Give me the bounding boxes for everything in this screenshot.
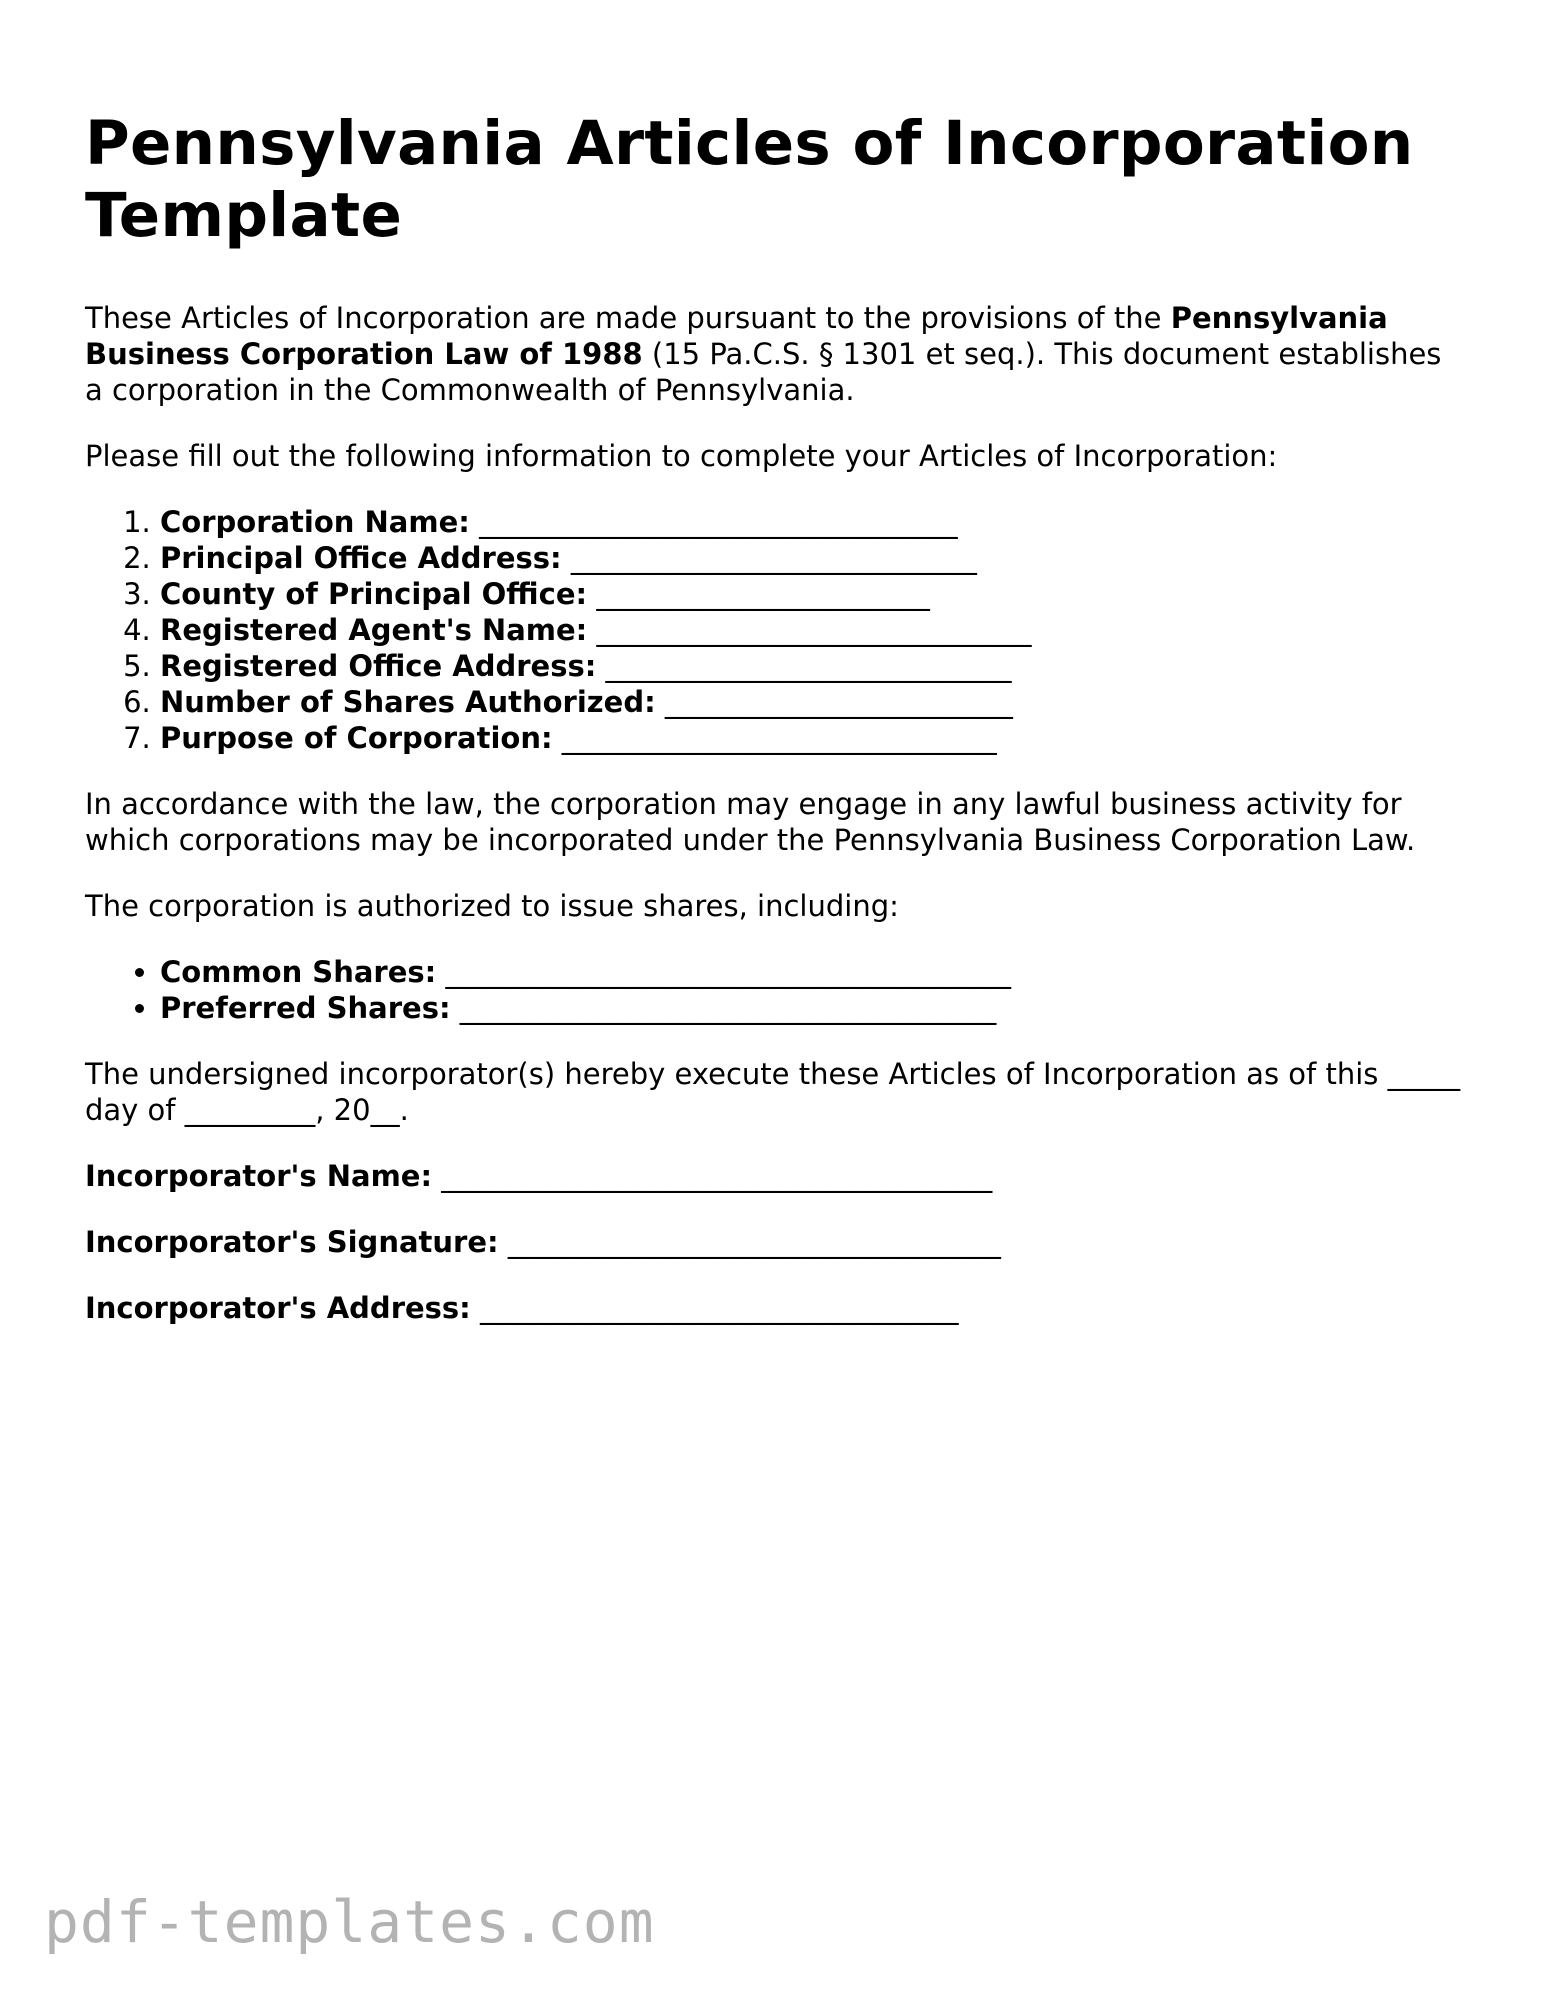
incorporator-name-blank[interactable]: ______________________________________ [441,1159,993,1193]
field-label: Registered Agent's Name: [160,613,588,647]
field-label: County of Principal Office: [160,577,588,611]
field-registered-agent-name [160,612,1465,648]
field-blank[interactable]: _______________________ [596,577,930,611]
field-blank[interactable]: ____________________________ [570,541,977,575]
common-shares-item [160,954,1465,990]
execution-paragraph: The undersigned incorporator(s) hereby execute these Articles of Incorporation as of this _____ day of _________, 20__. [85,1057,1461,1127]
shares-blank[interactable]: _______________________________________ [445,955,1011,989]
field-label: Purpose of Corporation: [160,721,553,755]
incorporator-address-line [85,1290,1465,1326]
incorporator-address-label: Incorporator's Address: [85,1291,471,1325]
incorporator-name-label: Incorporator's Name: [85,1159,433,1193]
field-blank[interactable]: ____________________________ [605,649,1012,683]
shares-label: Preferred Shares: [160,991,451,1025]
field-blank[interactable]: ________________________ [664,685,1013,719]
preferred-shares-item [160,990,1465,1026]
intro-text-after: (15 Pa.C.S. § 1301 et seq.). This document establishes a corporation in the Commonwealth of Pennsylvania. [85,337,1442,407]
field-principal-office-address [160,540,1465,576]
field-blank[interactable]: ______________________________ [596,613,1032,647]
incorporator-signature-label: Incorporator's Signature: [85,1225,499,1259]
field-number-of-shares [160,684,1465,720]
field-purpose [160,720,1465,756]
document-page [85,108,1465,1356]
shares-list [85,954,1465,1026]
page-title: Pennsylvania Articles of Incorporation Template [85,108,1414,251]
instructions-paragraph: Please fill out the following information to complete your Articles of Incorporation: [85,439,1278,473]
law-name: Pennsylvania Business Corporation Law of 1988 [85,301,1388,371]
shares-label: Common Shares: [160,955,437,989]
lawful-activity-paragraph: In accordance with the law, the corporation may engage in any lawful business activity for which corporations may be incorporated under the Pennsylvania Business Corporation Law. [85,787,1416,857]
field-label: Number of Shares Authorized: [160,685,656,719]
watermark-text: pdf-templates.com [44,1888,655,1956]
field-county-principal-office [160,576,1465,612]
field-label: Registered Office Address: [160,649,597,683]
shares-intro-paragraph: The corporation is authorized to issue shares, including: [85,889,899,923]
incorporator-name-line [85,1158,1465,1194]
incorporator-signature-line [85,1224,1465,1260]
shares-blank[interactable]: _____________________________________ [459,991,997,1025]
incorporator-address-blank[interactable]: _________________________________ [480,1291,959,1325]
intro-text-before: These Articles of Incorporation are made pursuant to the provisions of the [85,301,1171,335]
field-registered-office-address [160,648,1465,684]
field-label: Corporation Name: [160,505,470,539]
field-label: Principal Office Address: [160,541,562,575]
field-blank[interactable]: ______________________________ [561,721,997,755]
fields-list [85,504,1465,756]
field-corporation-name [160,504,1465,540]
intro-paragraph [85,300,1465,408]
incorporator-signature-blank[interactable]: __________________________________ [507,1225,1001,1259]
field-blank[interactable]: _________________________________ [479,505,958,539]
